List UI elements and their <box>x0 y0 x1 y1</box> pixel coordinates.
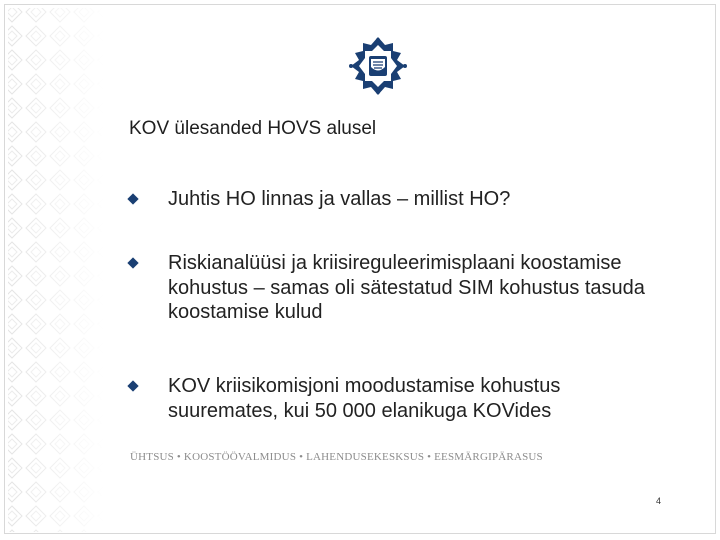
diamond-bullet-icon <box>127 380 138 391</box>
bullet-text: Juhtis HO linnas ja vallas – millist HO? <box>168 188 511 210</box>
page-number: 4 <box>656 496 662 506</box>
slide-title: KOV ülesanded HOVS alusel <box>129 118 377 139</box>
coat-of-arms-emblem-icon <box>347 35 409 97</box>
bullet-text: KOV kriisikomisjoni moodustamise kohustus suuremates, kui 50 000 elanikuga KOVides <box>168 375 561 422</box>
bullet-text: Riskianalüüsi ja kriisireguleerimisplaani koostamise kohustus – samas oli sätestatud SIM kohustus tasuda koostamise kulud <box>168 252 645 323</box>
diamond-bullet-icon <box>127 257 138 268</box>
bullet-item <box>129 374 669 423</box>
motto-footer: ÜHTSUS • KOOSTÖÖVALMIDUS • LAHENDUSEKESKSUS • EESMÄRGIPÄRASUS <box>130 451 543 463</box>
bullet-item <box>129 251 669 325</box>
diamond-bullet-icon <box>127 193 138 204</box>
bullet-item <box>129 187 669 212</box>
